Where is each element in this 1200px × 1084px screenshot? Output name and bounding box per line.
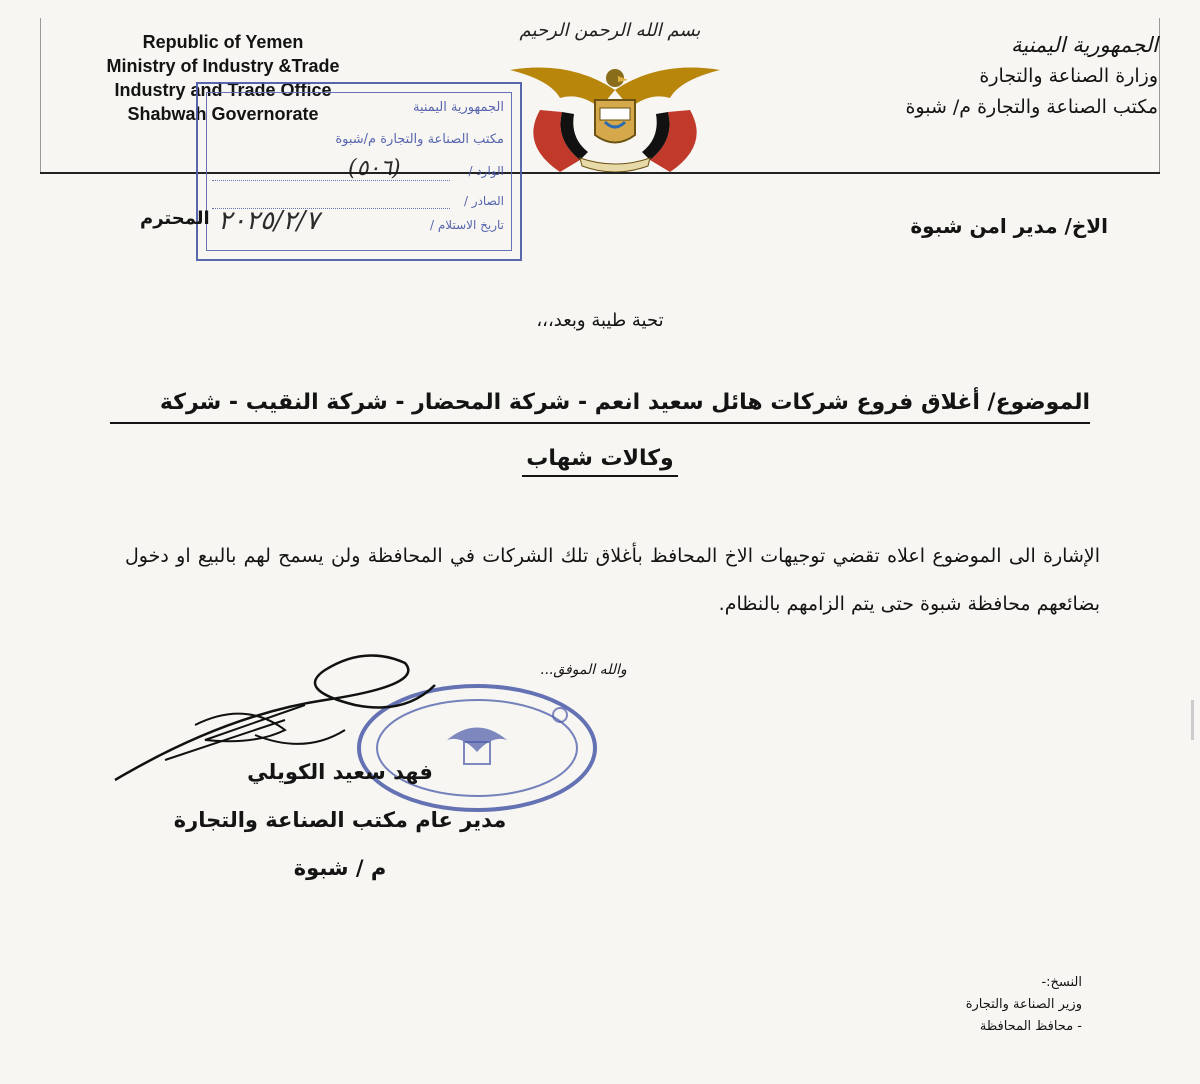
- closing: والله الموفق...: [540, 662, 627, 678]
- stamp-office: مكتب الصناعة والتجارة م/شبوة: [335, 132, 504, 147]
- arabic-office: مكتب الصناعة والتجارة م/ شبوة: [905, 96, 1158, 118]
- english-country: Republic of Yemen: [142, 32, 304, 52]
- greeting: تحية طيبة وبعد،،،: [536, 310, 664, 331]
- registration-stamp: [196, 82, 522, 261]
- copies-item: - محافظ المحافظة: [979, 1019, 1082, 1034]
- subject: [110, 388, 1090, 424]
- english-governorate: Shabwah Governorate: [127, 104, 319, 124]
- signatory-title: مدير عام مكتب الصناعة والتجارة: [173, 808, 507, 832]
- english-ministry: Ministry of Industry &Trade: [106, 56, 340, 76]
- basmala: بسم الله الرحمن الرحيم: [519, 20, 701, 41]
- signatory-name: فهد سعيد الكويلي: [247, 760, 433, 784]
- addressee: الاخ/ مدير امن شبوة: [910, 214, 1108, 238]
- honorific: المحترم: [140, 208, 210, 229]
- arabic-letterhead: [778, 30, 1158, 123]
- subject-continuation: [0, 446, 1200, 471]
- arabic-ministry: وزارة الصناعة والتجارة: [979, 65, 1158, 87]
- stamp-dotline: [212, 180, 450, 181]
- stamp-republic: الجمهورية اليمنية: [412, 100, 504, 115]
- yemen-emblem-icon: [500, 50, 730, 180]
- stamp-outgoing-label: الصادر /: [463, 194, 504, 208]
- body-paragraph: الإشارة الى الموضوع اعلاه تقضي توجيهات الاخ المحافظ بأغلاق تلك الشركات في المحافظة ولن يسمح لهم بالبيع او دخول بضائعهم محافظة شبوة حتى يتم الزامهم بالنظام.: [125, 545, 1100, 615]
- english-office: Industry and Trade Office: [114, 80, 332, 100]
- arabic-republic: الجمهورية اليمنية: [1010, 33, 1158, 57]
- signatory-location: م / شبوة: [293, 856, 387, 880]
- copies-block: [966, 972, 1082, 1038]
- subject-line-1: الموضوع/ أغلاق فروع شركات هائل سعيد انعم - شركة المحضار - شركة النقيب - شركة: [110, 388, 1090, 424]
- header-frame-right: [1159, 18, 1160, 172]
- stamp-date-value: ٢٠٢٥/٢/٧: [218, 206, 320, 236]
- signatory-block: [130, 748, 550, 892]
- copies-item: وزير الصناعة والتجارة: [965, 997, 1082, 1012]
- stamp-incoming-label: الوارد /: [468, 164, 504, 178]
- header-frame-left: [40, 18, 41, 172]
- copies-title: النسخ:-: [1041, 975, 1082, 990]
- stamp-date-label: تاريخ الاستلام /: [430, 218, 504, 232]
- subject-line-2: وكالات شهاب: [522, 446, 677, 477]
- scan-edge-mark: [1191, 700, 1194, 740]
- stamp-incoming-number: (٥٠٦): [348, 156, 401, 181]
